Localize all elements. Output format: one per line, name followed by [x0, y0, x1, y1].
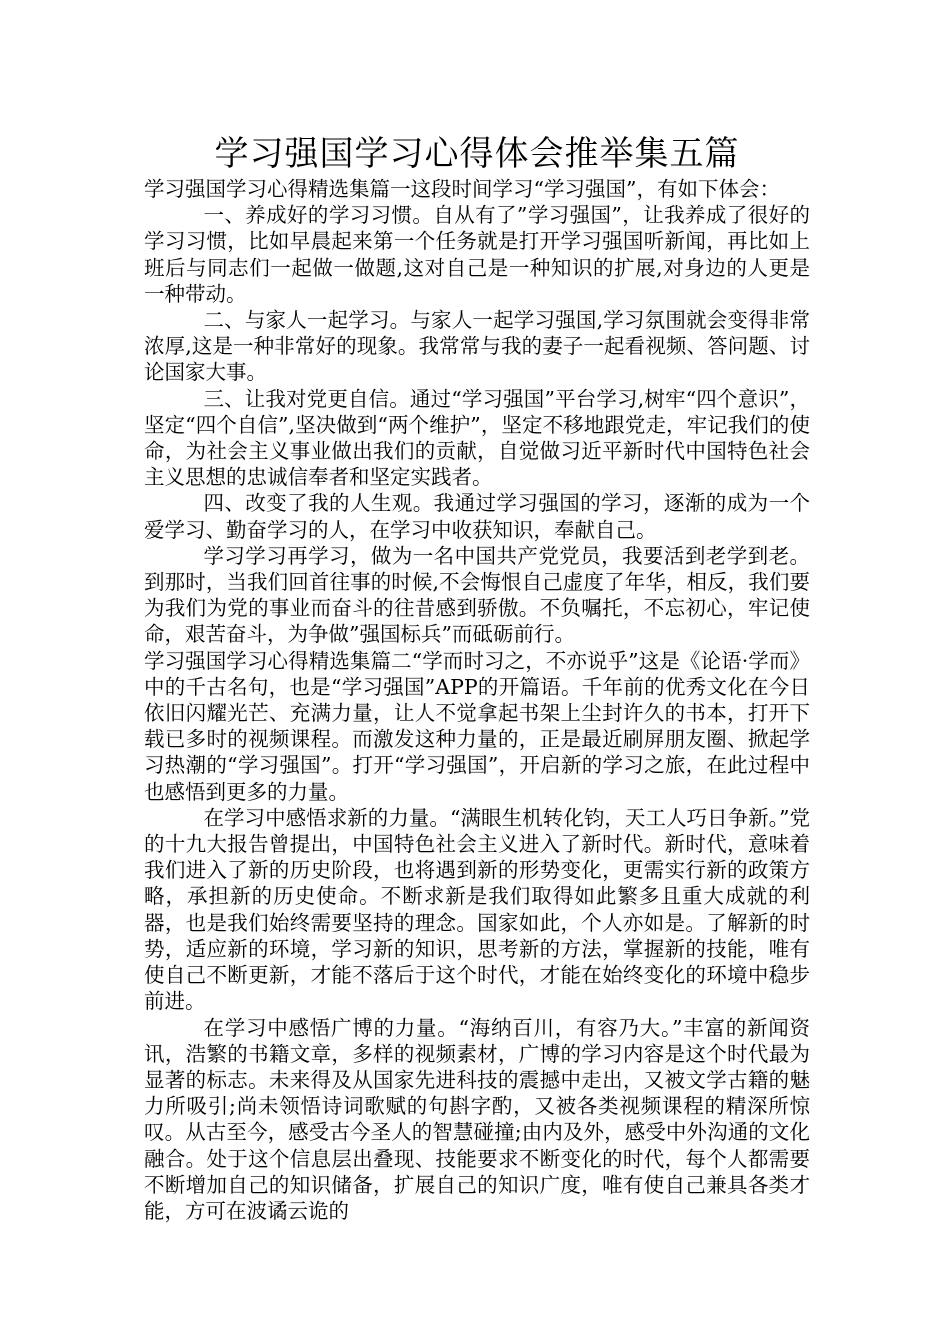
paragraph-power-of-newness: 在学习中感悟求新的力量。“满眼生机转化钧，天工人巧日争新。”党的十九大报告曾提出，中国特色社会主义进入了新时代。新时代，意味着我们进入了新的历史阶段，也将遇到新的形势变化，更需实行新的政策方略，承担新的历史使命。不断求新是我们取得如此繁多且重大成就的利器，也是我们始终需要坚持的理念。国家如此，个人亦如是。了解新的时势，适应新的环境，学习新的知识，思考新的方法，掌握新的技能，唯有使自己不断更新，才能不落后于这个时代，才能在始终变化的环境中稳步前进。 — [144, 805, 810, 1014]
document-page — [144, 0, 810, 1224]
document-title: 学习强国学习心得体会推举集五篇 — [214, 134, 740, 174]
paragraph-power-of-breadth: 在学习中感悟广博的力量。“海纳百川，有容乃大。”丰富的新闻资讯，浩繁的书籍文章，多样的视频素材，广博的学习内容是这个时代最为显著的标志。未来得及从国家先进科技的震撼中走出，又被文学古籍的魅力所吸引;尚未领悟诗词歌赋的句斟字酌，又被各类视频课程的精深所惊叹。从古至今，感受古今圣人的智慧碰撞;由内及外，感受中外沟通的文化融合。处于这个信息层出叠现、技能要求不断变化的时代，每个人都需要不断增加自己的知识储备，扩展自己的知识广度，唯有使自己兼具各类才能，方可在波谲云诡的 — [144, 1015, 810, 1223]
paragraph-point-four: 四、改变了我的人生观。我通过学习强国的学习，逐渐的成为一个爱学习、勤奋学习的人，在学习中收获知识，奉献自己。 — [144, 491, 810, 542]
paragraph-intro: 学习强国学习心得精选集篇一这段时间学习“学习强国”，有如下体会： — [144, 177, 780, 201]
paragraph-conclusion: 学习学习再学习，做为一名中国共产党党员，我要活到老学到老。到那时，当我们回首往事的时候,不会悔恨自己虚度了年华，相反，我们要为我们为党的事业而奋斗的往昔感到骄傲。不负嘱托，不忘初心，牢记使命，艰苦奋斗，为争做”强国标兵”而砥砺前行。 — [144, 543, 810, 647]
paragraph-point-one: 一、养成好的学习习惯。自从有了”学习强国”，让我养成了很好的学习习惯，比如早晨起来第一个任务就是打开学习强国听新闻，再比如上班后与同志们一起做一做题,这对自己是一种知识的扩展,对身边的人更是一种带动。 — [144, 203, 810, 306]
paragraph-article-two-intro: 学习强国学习心得精选集篇二“学而时习之，不亦说乎”这是《论语·学而》中的千古名句，也是“学习强国”APP的开篇语。千年前的优秀文化在今日依旧闪耀光芒、充满力量，让人不觉拿起书架上尘封许久的书本，打开下载已多时的视频课程。而激发这种力量的，正是最近刷屏朋友圈、掀起学习热潮的“学习强国”。打开“学习强国”，开启新的学习之旅，在此过程中也感悟到更多的力量。 — [144, 648, 810, 804]
paragraph-point-two: 二、与家人一起学习。与家人一起学习强国,学习氛围就会变得非常浓厚,这是一种非常好的现象。我常常与我的妻子一起看视频、答问题、讨论国家大事。 — [144, 308, 810, 385]
paragraph-point-three: 三、让我对党更自信。通过“学习强国”平台学习,树牢“四个意识”，坚定“四个自信”,坚决做到“两个维护”，坚定不移地跟党走，牢记我们的使命，为社会主义事业做出我们的贡献，自觉做习近平新时代中国特色社会主义思想的忠诚信奉者和坚定实践者。 — [144, 386, 810, 490]
